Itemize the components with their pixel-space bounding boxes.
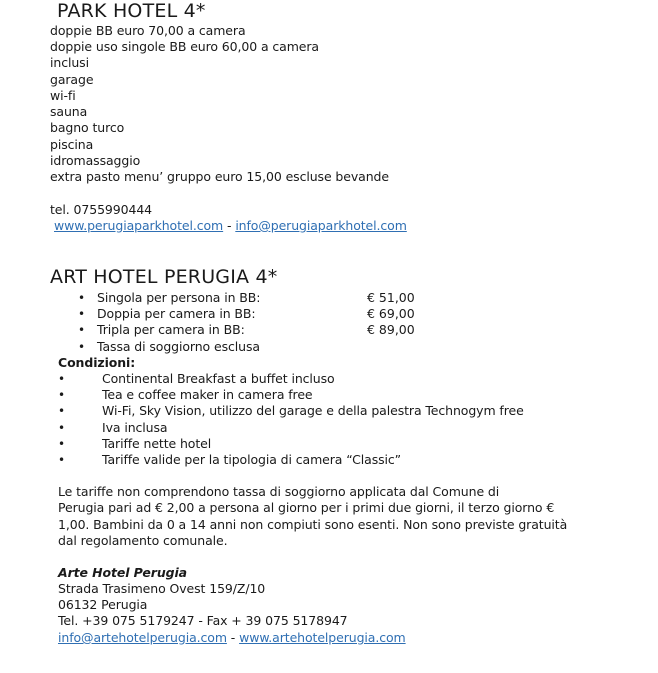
condition-item: Tariffe valide per la tipologia di camera “Classic” <box>102 452 402 467</box>
rate-label: Tripla per camera in BB: <box>97 322 245 337</box>
rate-price: € 89,00 <box>367 322 415 337</box>
art-contacts-separator: - <box>226 630 240 645</box>
park-line: sauna <box>50 104 88 119</box>
art-hotel-title: ART HOTEL PERUGIA 4* <box>50 266 278 288</box>
rate-label: Singola per persona in BB: <box>97 290 261 305</box>
art-address-line: Strada Trasimeno Ovest 159/Z/10 <box>58 581 266 596</box>
condition-item: Tea e coffee maker in camera free <box>102 387 313 402</box>
note-line: 1,00. Bambini da 0 a 14 anni non compiuti sono esenti. Non sono previste gratuità <box>58 517 568 532</box>
park-email-link[interactable]: info@perugiaparkhotel.com <box>235 218 407 233</box>
park-contacts-separator: - <box>223 218 236 233</box>
rate-bullet: • <box>78 323 86 337</box>
art-address-line: 06132 Perugia <box>58 597 148 612</box>
art-website-link[interactable]: www.artehotelperugia.com <box>239 630 406 645</box>
condition-item: Iva inclusa <box>102 420 168 435</box>
condition-item: Tariffe nette hotel <box>102 436 212 451</box>
park-tel: tel. 0755990444 <box>50 202 153 217</box>
art-email-link[interactable]: info@artehotelperugia.com <box>58 630 227 645</box>
condition-bullet: • <box>58 453 66 467</box>
art-contact-name: Arte Hotel Perugia <box>58 565 188 580</box>
art-contacts-line <box>58 630 406 646</box>
park-line: wi-fi <box>50 88 76 103</box>
park-line: idromassaggio <box>50 153 141 168</box>
park-line: bagno turco <box>50 120 125 135</box>
park-line: doppie uso singole BB euro 60,00 a camera <box>50 39 319 54</box>
condition-bullet: • <box>58 388 66 402</box>
condition-bullet: • <box>58 437 66 451</box>
rate-bullet: • <box>78 307 86 321</box>
park-contacts-line <box>54 218 407 234</box>
condition-bullet: • <box>58 404 66 418</box>
park-website-link[interactable]: www.perugiaparkhotel.com <box>54 218 224 233</box>
condition-item: Continental Breakfast a buffet incluso <box>102 371 335 386</box>
rate-bullet: • <box>78 340 86 354</box>
rate-label: Tassa di soggiorno esclusa <box>97 339 260 354</box>
park-line: extra pasto menu’ gruppo euro 15,00 escluse bevande <box>50 169 389 184</box>
condition-bullet: • <box>58 421 66 435</box>
art-phone-fax: Tel. +39 075 5179247 - Fax + 39 075 5178947 <box>58 613 348 628</box>
note-line: Le tariffe non comprendono tassa di soggiorno applicata dal Comune di <box>58 484 500 499</box>
rate-bullet: • <box>78 291 86 305</box>
note-line: dal regolamento comunale. <box>58 533 228 548</box>
condition-bullet: • <box>58 372 66 386</box>
park-hotel-title: PARK HOTEL 4* <box>57 0 206 22</box>
rate-price: € 51,00 <box>367 290 415 305</box>
park-line: piscina <box>50 137 94 152</box>
note-line: Perugia pari ad € 2,00 a persona al giorno per i primi due giorni, il terzo giorno € <box>58 500 555 515</box>
park-line: inclusi <box>50 55 89 70</box>
rate-label: Doppia per camera in BB: <box>97 306 256 321</box>
park-line: garage <box>50 72 94 87</box>
condition-item: Wi-Fi, Sky Vision, utilizzo del garage e della palestra Technogym free <box>102 403 524 418</box>
park-line: doppie BB euro 70,00 a camera <box>50 23 246 38</box>
rate-price: € 69,00 <box>367 306 415 321</box>
conditions-title: Condizioni: <box>58 355 136 370</box>
